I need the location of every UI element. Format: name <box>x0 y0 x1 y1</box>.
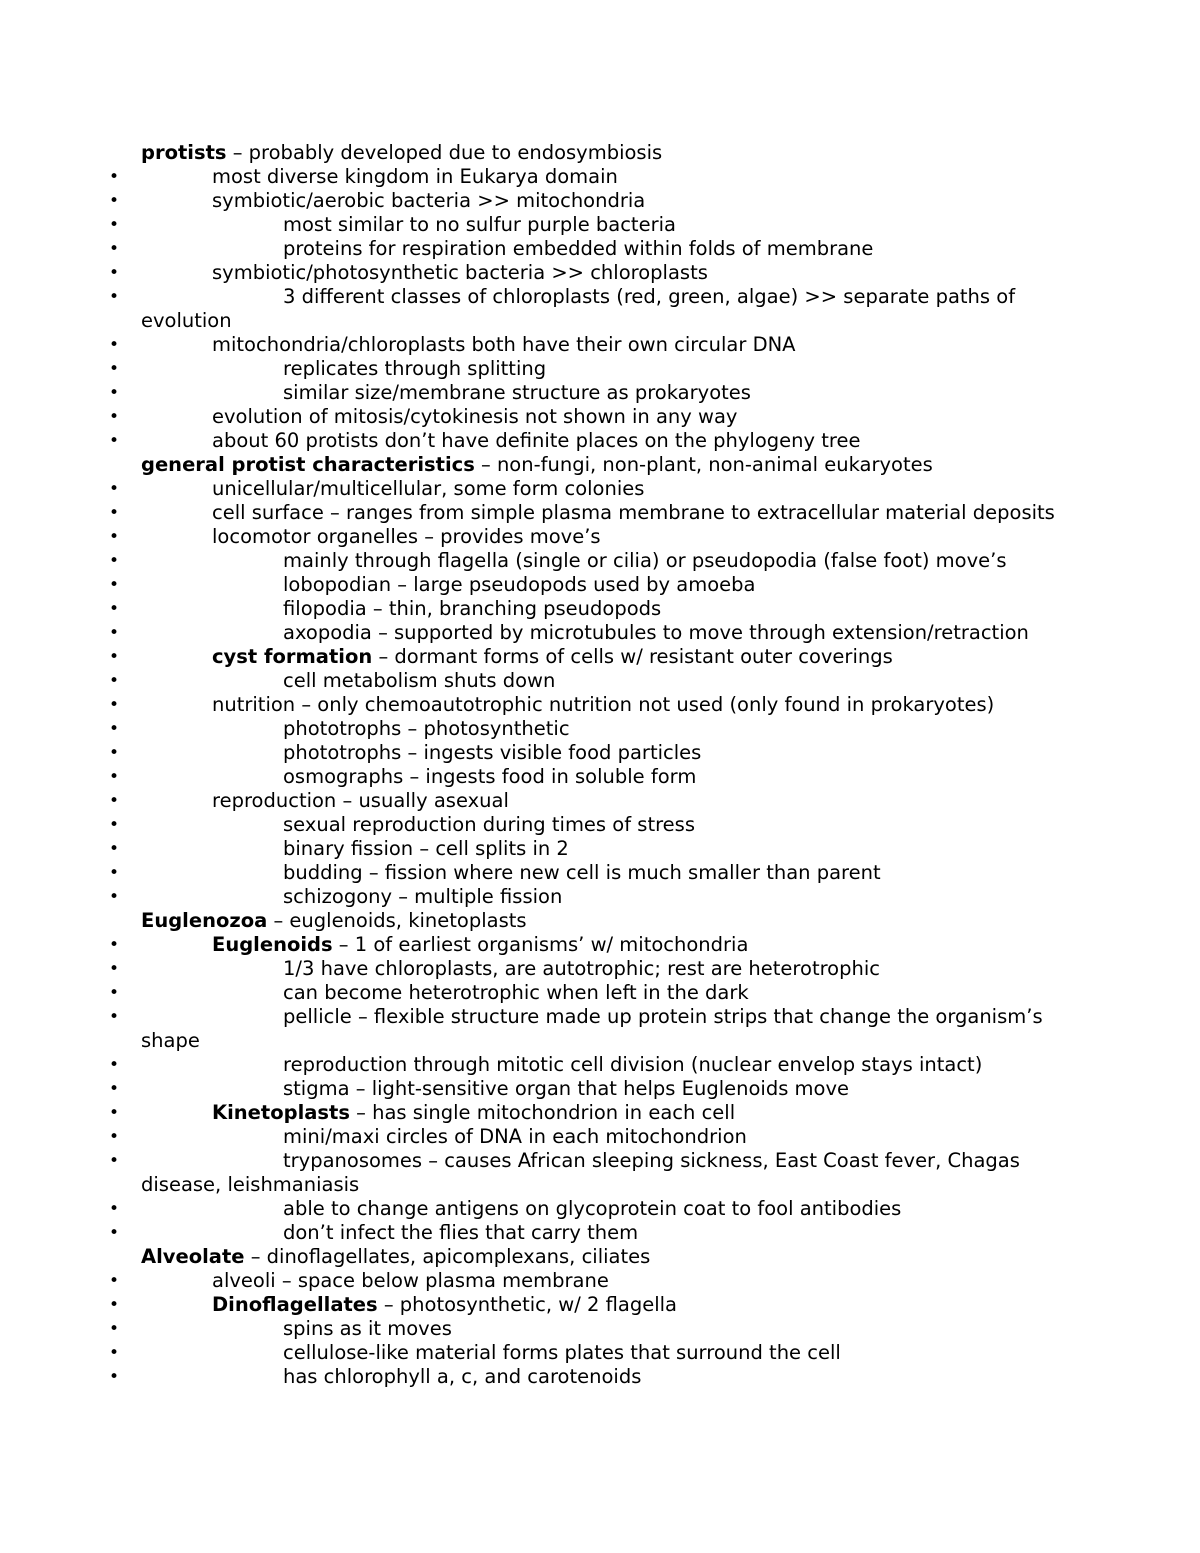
note-text <box>283 213 676 237</box>
note-body: don’t infect the flies that carry them <box>283 1221 639 1244</box>
bullet-icon: • <box>109 1223 120 1243</box>
note-body: – photosynthetic, w/ 2 flagella <box>377 1293 677 1316</box>
bullet-icon: • <box>109 1199 120 1219</box>
note-text <box>283 1197 901 1221</box>
bullet-icon: • <box>109 431 120 451</box>
note-body: spins as it moves <box>283 1317 452 1340</box>
note-line <box>0 357 1200 381</box>
note-text <box>141 1245 650 1269</box>
note-line <box>0 165 1200 189</box>
note-body: similar size/membrane structure as prokaryotes <box>283 381 751 404</box>
note-text <box>212 165 618 189</box>
note-body: mainly through flagella (single or cilia) or pseudopodia (false foot) move’s <box>283 549 1007 572</box>
note-text <box>283 981 749 1005</box>
note-text <box>283 717 570 741</box>
note-text <box>283 237 873 261</box>
note-body: filopodia – thin, branching pseudopods <box>283 597 662 620</box>
note-text <box>212 189 645 213</box>
note-text <box>212 1293 677 1317</box>
term-heading: cyst formation <box>212 645 373 668</box>
note-body: proteins for respiration embedded within folds of membrane <box>283 237 874 260</box>
bullet-icon: • <box>109 599 120 619</box>
note-body: nutrition – only chemoautotrophic nutrition not used (only found in prokaryotes) <box>212 693 995 716</box>
note-body: – dormant forms of cells w/ resistant outer coverings <box>372 645 893 668</box>
note-text <box>212 789 509 813</box>
note-text <box>141 309 232 333</box>
note-text <box>283 1149 1020 1173</box>
note-body: – has single mitochondrion in each cell <box>349 1101 736 1124</box>
note-body: disease, leishmaniasis <box>141 1173 360 1196</box>
note-text <box>212 261 708 285</box>
note-body: symbiotic/aerobic bacteria >> mitochondria <box>212 189 646 212</box>
note-body: reproduction – usually asexual <box>212 789 509 812</box>
note-body: reproduction through mitotic cell division (nuclear envelop stays intact) <box>283 1053 983 1076</box>
bullet-icon: • <box>109 623 120 643</box>
bullet-icon: • <box>109 719 120 739</box>
bullet-icon: • <box>109 959 120 979</box>
bullet-icon: • <box>109 287 120 307</box>
bullet-icon: • <box>109 1295 120 1315</box>
term-heading: Alveolate <box>141 1245 245 1268</box>
bullet-icon: • <box>109 815 120 835</box>
bullet-icon: • <box>109 239 120 259</box>
term-heading: Kinetoplasts <box>212 1101 350 1124</box>
note-text <box>283 1341 841 1365</box>
bullet-icon: • <box>109 503 120 523</box>
note-text <box>283 885 562 909</box>
note-body: replicates through splitting <box>283 357 547 380</box>
note-line <box>0 333 1200 357</box>
note-body: cell metabolism shuts down <box>283 669 556 692</box>
note-body: – dinoflagellates, apicomplexans, ciliates <box>244 1245 651 1268</box>
note-body: osmographs – ingests food in soluble form <box>283 765 697 788</box>
bullet-icon: • <box>109 263 120 283</box>
note-text <box>283 957 880 981</box>
bullet-icon: • <box>109 1055 120 1075</box>
note-body: – probably developed due to endosymbiosis <box>226 141 663 164</box>
note-line <box>0 1221 1200 1245</box>
note-line <box>0 261 1200 285</box>
note-text <box>212 501 1055 525</box>
note-body: sexual reproduction during times of stress <box>283 813 695 836</box>
note-body: budding – fission where new cell is much smaller than parent <box>283 861 881 884</box>
note-line <box>0 1125 1200 1149</box>
note-text <box>141 1029 200 1053</box>
note-body: symbiotic/photosynthetic bacteria >> chloroplasts <box>212 261 708 284</box>
note-line <box>0 1365 1200 1389</box>
note-text <box>212 693 994 717</box>
note-body: cellulose-like material forms plates that surround the cell <box>283 1341 841 1364</box>
note-line <box>0 1317 1200 1341</box>
note-body: – euglenoids, kinetoplasts <box>267 909 527 932</box>
bullet-icon: • <box>109 983 120 1003</box>
note-body: locomotor organelles – provides move’s <box>212 525 601 548</box>
note-text <box>283 1317 452 1341</box>
note-body: mitochondria/chloroplasts both have their own circular DNA <box>212 333 796 356</box>
note-line <box>0 789 1200 813</box>
bullet-icon: • <box>109 167 120 187</box>
note-text <box>141 141 662 165</box>
bullet-icon: • <box>109 527 120 547</box>
note-body: alveoli – space below plasma membrane <box>212 1269 609 1292</box>
note-body: unicellular/multicellular, some form colonies <box>212 477 645 500</box>
note-line <box>0 309 1200 333</box>
note-line <box>0 285 1200 309</box>
bullet-icon: • <box>109 1079 120 1099</box>
note-line <box>0 141 1200 165</box>
note-text <box>283 669 555 693</box>
note-line <box>0 765 1200 789</box>
note-body: – 1 of earliest organisms’ w/ mitochondria <box>332 933 749 956</box>
note-body: 1/3 have chloroplasts, are autotrophic; rest are heterotrophic <box>283 957 880 980</box>
note-body: stigma – light-sensitive organ that helps Euglenoids move <box>283 1077 850 1100</box>
bullet-icon: • <box>109 671 120 691</box>
note-body: evolution <box>141 309 232 332</box>
note-body: – non-fungi, non-plant, non-animal eukaryotes <box>474 453 933 476</box>
note-text <box>283 357 546 381</box>
note-body: phototrophs – photosynthetic <box>283 717 570 740</box>
bullet-icon: • <box>109 1151 120 1171</box>
note-line <box>0 429 1200 453</box>
note-text <box>212 525 601 549</box>
bullet-icon: • <box>109 1319 120 1339</box>
note-line <box>0 453 1200 477</box>
note-line <box>0 549 1200 573</box>
note-text <box>283 861 881 885</box>
note-text <box>283 381 751 405</box>
bullet-icon: • <box>109 407 120 427</box>
note-line <box>0 837 1200 861</box>
note-text <box>283 813 695 837</box>
note-line <box>0 1149 1200 1173</box>
bullet-icon: • <box>109 191 120 211</box>
note-line <box>0 501 1200 525</box>
note-line <box>0 645 1200 669</box>
note-line <box>0 1341 1200 1365</box>
note-line <box>0 741 1200 765</box>
note-text <box>212 933 748 957</box>
note-line <box>0 1197 1200 1221</box>
note-text <box>283 1005 1043 1029</box>
note-text <box>212 1269 609 1293</box>
bullet-icon: • <box>109 1367 120 1387</box>
bullet-icon: • <box>109 335 120 355</box>
note-body: cell surface – ranges from simple plasma membrane to extracellular material deposits <box>212 501 1055 524</box>
note-text <box>212 405 737 429</box>
note-body: lobopodian – large pseudopods used by amoeba <box>283 573 756 596</box>
note-body: phototrophs – ingests visible food particles <box>283 741 702 764</box>
bullet-icon: • <box>109 887 120 907</box>
note-line <box>0 189 1200 213</box>
note-line <box>0 813 1200 837</box>
bullet-icon: • <box>109 767 120 787</box>
bullet-icon: • <box>109 1007 120 1027</box>
note-body: about 60 protists don’t have definite places on the phylogeny tree <box>212 429 861 452</box>
term-heading: protists <box>141 141 227 164</box>
bullet-icon: • <box>109 935 120 955</box>
note-text <box>212 429 860 453</box>
note-body: can become heterotrophic when left in the dark <box>283 981 749 1004</box>
note-line <box>0 693 1200 717</box>
note-body: able to change antigens on glycoprotein coat to fool antibodies <box>283 1197 902 1220</box>
bullet-icon: • <box>109 863 120 883</box>
note-line <box>0 525 1200 549</box>
note-text <box>283 1221 638 1245</box>
note-line <box>0 621 1200 645</box>
note-line <box>0 1077 1200 1101</box>
note-text <box>283 741 701 765</box>
bullet-icon: • <box>109 215 120 235</box>
note-body: has chlorophyll a, c, and carotenoids <box>283 1365 642 1388</box>
note-text <box>212 645 893 669</box>
term-heading: Euglenoids <box>212 933 333 956</box>
note-text <box>141 909 527 933</box>
note-text <box>283 549 1007 573</box>
note-text <box>283 1125 747 1149</box>
note-line <box>0 1173 1200 1197</box>
note-body: mini/maxi circles of DNA in each mitochondrion <box>283 1125 747 1148</box>
bullet-icon: • <box>109 743 120 763</box>
bullet-icon: • <box>109 791 120 811</box>
note-body: 3 different classes of chloroplasts (red, green, algae) >> separate paths of <box>283 285 1016 308</box>
note-line <box>0 1245 1200 1269</box>
bullet-icon: • <box>109 695 120 715</box>
note-body: pellicle – flexible structure made up protein strips that change the organism’s <box>283 1005 1043 1028</box>
bullet-icon: • <box>109 575 120 595</box>
note-line <box>0 573 1200 597</box>
note-text <box>283 597 661 621</box>
document-page <box>0 141 1200 1389</box>
note-body: most diverse kingdom in Eukarya domain <box>212 165 618 188</box>
term-heading: general protist characteristics <box>141 453 475 476</box>
note-line <box>0 477 1200 501</box>
bullet-icon: • <box>109 479 120 499</box>
note-text <box>141 453 933 477</box>
note-body: most similar to no sulfur purple bacteria <box>283 213 676 236</box>
note-line <box>0 717 1200 741</box>
note-body: binary fission – cell splits in 2 <box>283 837 569 860</box>
note-text <box>212 333 796 357</box>
note-line <box>0 1029 1200 1053</box>
term-heading: Dinoflagellates <box>212 1293 378 1316</box>
bullet-icon: • <box>109 1343 120 1363</box>
note-line <box>0 669 1200 693</box>
bullet-icon: • <box>109 647 120 667</box>
note-line <box>0 597 1200 621</box>
note-text <box>283 765 696 789</box>
note-body: schizogony – multiple fission <box>283 885 563 908</box>
bullet-icon: • <box>109 1271 120 1291</box>
note-line <box>0 237 1200 261</box>
note-line <box>0 861 1200 885</box>
note-line <box>0 909 1200 933</box>
note-text <box>283 837 569 861</box>
note-line <box>0 957 1200 981</box>
note-line <box>0 981 1200 1005</box>
bullet-icon: • <box>109 551 120 571</box>
note-body: shape <box>141 1029 200 1052</box>
note-text <box>283 621 1029 645</box>
note-line <box>0 405 1200 429</box>
note-text <box>283 285 1015 309</box>
note-text <box>283 1053 982 1077</box>
note-line <box>0 213 1200 237</box>
note-text <box>212 1101 735 1125</box>
bullet-icon: • <box>109 383 120 403</box>
note-body: evolution of mitosis/cytokinesis not shown in any way <box>212 405 738 428</box>
note-line <box>0 381 1200 405</box>
note-text <box>283 1365 641 1389</box>
note-text <box>141 1173 359 1197</box>
note-line <box>0 1269 1200 1293</box>
note-text <box>283 573 756 597</box>
note-text <box>283 1077 849 1101</box>
note-body: trypanosomes – causes African sleeping sickness, East Coast fever, Chagas <box>283 1149 1020 1172</box>
note-text <box>212 477 644 501</box>
bullet-icon: • <box>109 839 120 859</box>
note-line <box>0 1005 1200 1029</box>
note-body: axopodia – supported by microtubules to move through extension/retraction <box>283 621 1029 644</box>
note-line <box>0 1101 1200 1125</box>
bullet-icon: • <box>109 1127 120 1147</box>
bullet-icon: • <box>109 359 120 379</box>
term-heading: Euglenozoa <box>141 909 268 932</box>
note-line <box>0 885 1200 909</box>
note-line <box>0 933 1200 957</box>
bullet-icon: • <box>109 1103 120 1123</box>
note-line <box>0 1053 1200 1077</box>
note-line <box>0 1293 1200 1317</box>
